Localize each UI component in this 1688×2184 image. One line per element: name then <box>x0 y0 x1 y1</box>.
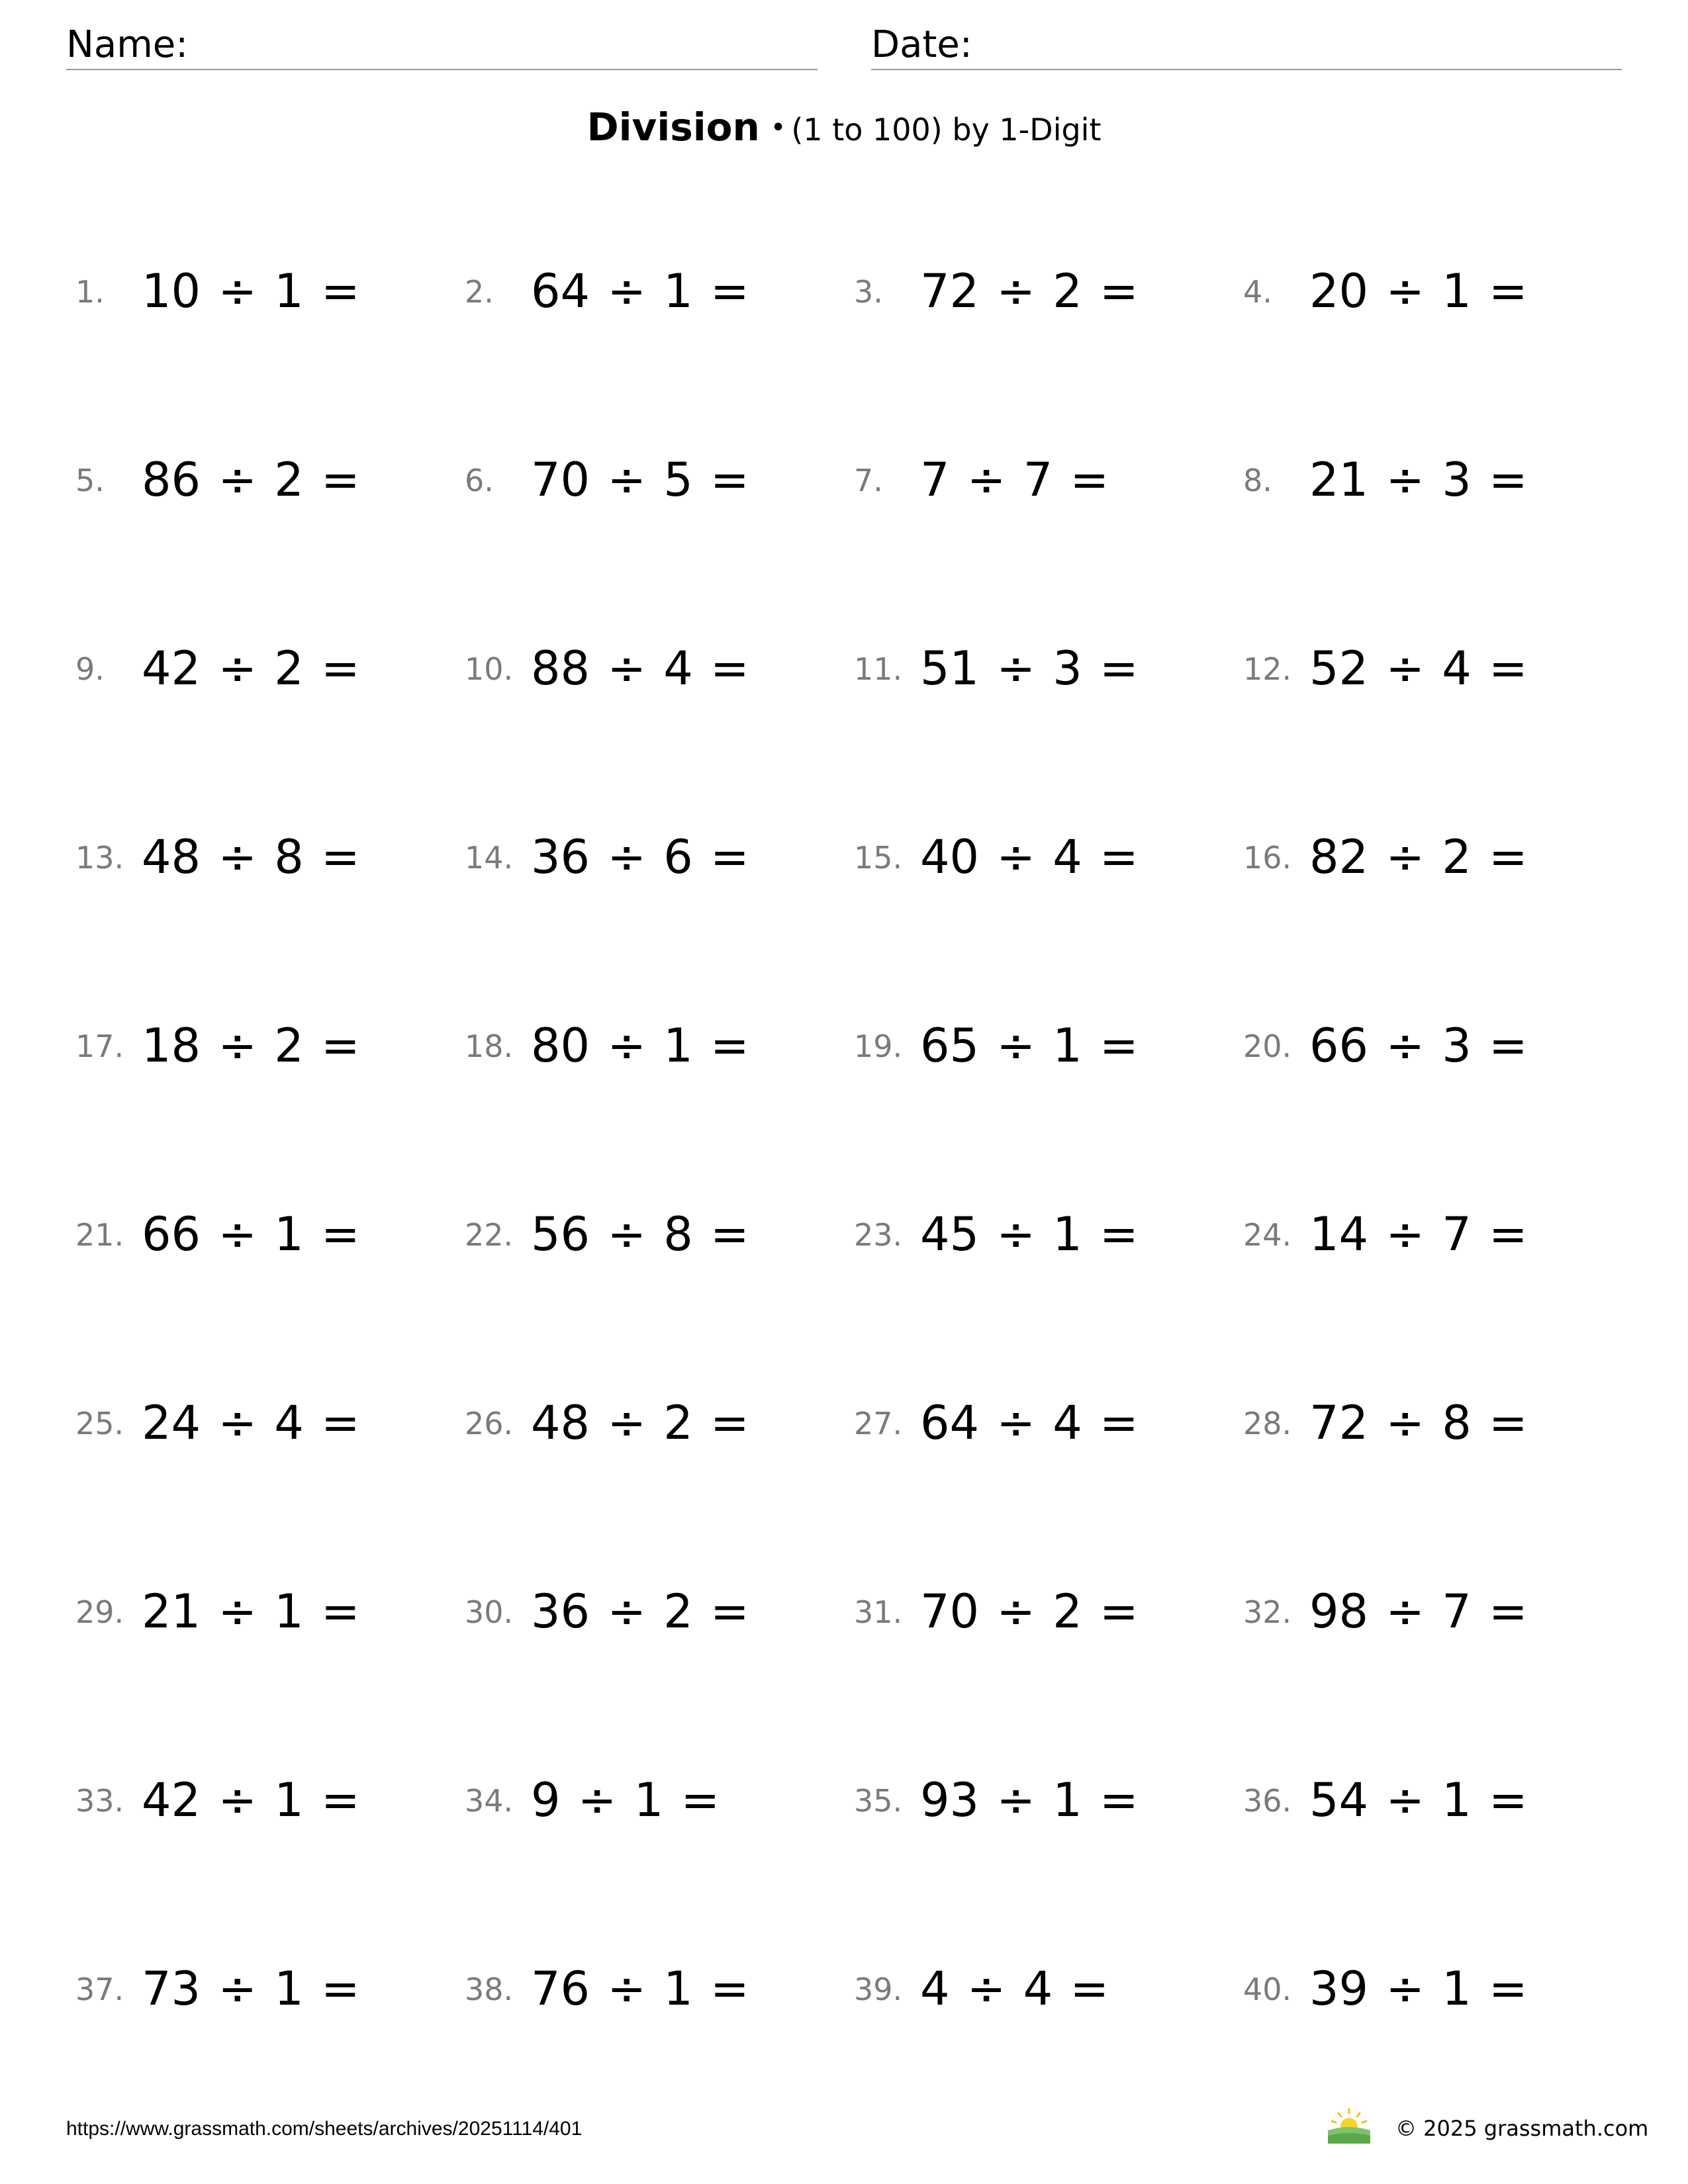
problem-item <box>465 824 849 890</box>
problem-item <box>75 258 459 324</box>
problem-expression: 98 ÷ 7 = <box>1309 1584 1528 1639</box>
problem-number: 26. <box>465 1406 514 1441</box>
problem-expression: 54 ÷ 1 = <box>1309 1773 1528 1827</box>
problem-item <box>75 1767 459 1833</box>
date-field[interactable] <box>871 23 1622 70</box>
problem-number: 39. <box>854 1972 903 2007</box>
problem-number: 24. <box>1243 1217 1292 1253</box>
problem-number: 40. <box>1243 1972 1292 2007</box>
title-bullet: • <box>770 113 786 143</box>
problem-number: 30. <box>465 1594 514 1630</box>
problem-expression: 64 ÷ 4 = <box>920 1396 1139 1450</box>
problem-item <box>1243 1578 1627 1645</box>
problem-number: 12. <box>1243 651 1292 687</box>
problem-expression: 82 ÷ 2 = <box>1309 830 1528 884</box>
problem-expression: 80 ÷ 1 = <box>531 1019 749 1073</box>
problem-number: 18. <box>465 1028 514 1064</box>
problem-expression: 39 ÷ 1 = <box>1309 1962 1528 2016</box>
problem-expression: 70 ÷ 5 = <box>531 453 749 507</box>
problem-expression: 7 ÷ 7 = <box>920 453 1109 507</box>
problem-number: 34. <box>465 1783 514 1819</box>
problem-number: 11. <box>854 651 903 687</box>
problem-item <box>465 635 849 702</box>
problem-number: 35. <box>854 1783 903 1819</box>
grass-sun-logo-icon <box>1327 2108 1372 2144</box>
problem-number: 14. <box>465 840 514 876</box>
problem-item <box>854 1956 1238 2022</box>
problem-number: 8. <box>1243 463 1272 498</box>
title-subtitle: (1 to 100) by 1-Digit <box>791 112 1102 148</box>
problem-expression: 42 ÷ 1 = <box>142 1773 360 1827</box>
problem-item <box>465 1767 849 1833</box>
problem-number: 3. <box>854 274 883 310</box>
problem-item <box>75 1956 459 2022</box>
problem-number: 2. <box>465 274 494 310</box>
problem-expression: 9 ÷ 1 = <box>531 1773 720 1827</box>
problem-number: 32. <box>1243 1594 1292 1630</box>
problem-item <box>854 1013 1238 1079</box>
problem-expression: 76 ÷ 1 = <box>531 1962 749 2016</box>
problem-item <box>854 1201 1238 1267</box>
problem-expression: 72 ÷ 2 = <box>920 264 1139 318</box>
problem-item <box>75 1201 459 1267</box>
problem-item <box>465 1013 849 1079</box>
problem-number: 1. <box>75 274 105 310</box>
problem-item <box>1243 258 1627 324</box>
problem-number: 33. <box>75 1783 124 1819</box>
problem-expression: 40 ÷ 4 = <box>920 830 1139 884</box>
problem-number: 13. <box>75 840 124 876</box>
footer-url: https://www.grassmath.com/sheets/archives/20251114/401 <box>66 2118 583 2140</box>
problem-item <box>1243 1956 1627 2022</box>
problem-number: 23. <box>854 1217 903 1253</box>
problem-expression: 21 ÷ 3 = <box>1309 453 1528 507</box>
problem-item <box>75 1578 459 1645</box>
problem-expression: 72 ÷ 8 = <box>1309 1396 1528 1450</box>
problem-expression: 70 ÷ 2 = <box>920 1584 1139 1639</box>
problem-item <box>75 1390 459 1456</box>
problem-expression: 24 ÷ 4 = <box>142 1396 360 1450</box>
problem-number: 16. <box>1243 840 1292 876</box>
problem-item <box>75 824 459 890</box>
problem-expression: 66 ÷ 1 = <box>142 1207 360 1261</box>
problem-number: 15. <box>854 840 903 876</box>
problem-number: 21. <box>75 1217 124 1253</box>
problem-number: 28. <box>1243 1406 1292 1441</box>
problem-number: 27. <box>854 1406 903 1441</box>
problem-number: 37. <box>75 1972 124 2007</box>
problem-item <box>854 258 1238 324</box>
problem-number: 22. <box>465 1217 514 1253</box>
problem-item <box>465 258 849 324</box>
problem-number: 6. <box>465 463 494 498</box>
problem-item <box>465 1956 849 2022</box>
problem-item <box>1243 824 1627 890</box>
problem-item <box>75 1013 459 1079</box>
problem-item <box>1243 1013 1627 1079</box>
problem-number: 4. <box>1243 274 1272 310</box>
problem-expression: 73 ÷ 1 = <box>142 1962 360 2016</box>
problem-item <box>854 447 1238 513</box>
title-main: Division <box>586 105 760 150</box>
problem-expression: 45 ÷ 1 = <box>920 1207 1139 1261</box>
problem-expression: 48 ÷ 2 = <box>531 1396 749 1450</box>
problem-number: 19. <box>854 1028 903 1064</box>
problem-item <box>854 1767 1238 1833</box>
problem-number: 10. <box>465 651 514 687</box>
problem-number: 25. <box>75 1406 124 1441</box>
problem-item <box>1243 1201 1627 1267</box>
problem-item <box>1243 447 1627 513</box>
problem-item <box>465 1390 849 1456</box>
problem-expression: 18 ÷ 2 = <box>142 1019 360 1073</box>
problem-expression: 93 ÷ 1 = <box>920 1773 1139 1827</box>
problem-expression: 64 ÷ 1 = <box>531 264 749 318</box>
problem-expression: 65 ÷ 1 = <box>920 1019 1139 1073</box>
problem-item <box>1243 1390 1627 1456</box>
problem-expression: 88 ÷ 4 = <box>531 641 749 696</box>
problem-expression: 36 ÷ 6 = <box>531 830 749 884</box>
problem-item <box>465 1201 849 1267</box>
problem-number: 38. <box>465 1972 514 2007</box>
problem-expression: 66 ÷ 3 = <box>1309 1019 1528 1073</box>
problem-expression: 20 ÷ 1 = <box>1309 264 1528 318</box>
problem-expression: 21 ÷ 1 = <box>142 1584 360 1639</box>
problem-expression: 10 ÷ 1 = <box>142 264 360 318</box>
problem-item <box>465 1578 849 1645</box>
problem-expression: 14 ÷ 7 = <box>1309 1207 1528 1261</box>
date-label: Date: <box>871 23 972 66</box>
problem-expression: 52 ÷ 4 = <box>1309 641 1528 696</box>
problem-item <box>1243 1767 1627 1833</box>
problem-expression: 56 ÷ 8 = <box>531 1207 749 1261</box>
problem-expression: 36 ÷ 2 = <box>531 1584 749 1639</box>
worksheet-title <box>0 105 1688 150</box>
problem-number: 31. <box>854 1594 903 1630</box>
problem-expression: 42 ÷ 2 = <box>142 641 360 696</box>
footer-copyright: © 2025 grassmath.com <box>1395 2116 1649 2141</box>
problem-item <box>1243 635 1627 702</box>
problem-item <box>75 447 459 513</box>
problem-item <box>854 1578 1238 1645</box>
problem-number: 9. <box>75 651 105 687</box>
problem-number: 17. <box>75 1028 124 1064</box>
problem-item <box>465 447 849 513</box>
problem-number: 29. <box>75 1594 124 1630</box>
problem-number: 7. <box>854 463 883 498</box>
problem-expression: 86 ÷ 2 = <box>142 453 360 507</box>
problem-item <box>854 824 1238 890</box>
problem-number: 36. <box>1243 1783 1292 1819</box>
problem-expression: 48 ÷ 8 = <box>142 830 360 884</box>
problem-item <box>75 635 459 702</box>
problem-number: 20. <box>1243 1028 1292 1064</box>
problem-item <box>854 1390 1238 1456</box>
problem-expression: 51 ÷ 3 = <box>920 641 1139 696</box>
name-label: Name: <box>66 23 189 66</box>
problem-item <box>854 635 1238 702</box>
name-field[interactable] <box>66 23 818 70</box>
problem-expression: 4 ÷ 4 = <box>920 1962 1109 2016</box>
problem-number: 5. <box>75 463 105 498</box>
